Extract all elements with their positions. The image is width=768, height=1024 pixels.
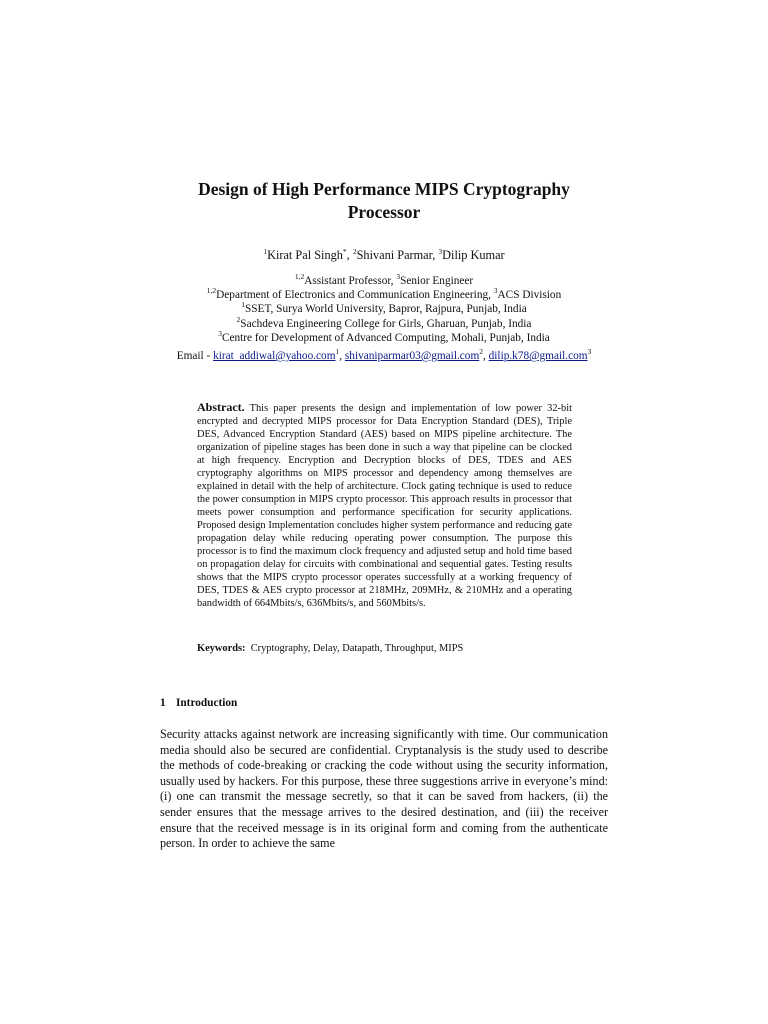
inst3-sup: 3 [218, 329, 222, 339]
affiliations [160, 274, 608, 345]
section-title: Introduction [176, 697, 238, 709]
email-line [160, 349, 608, 363]
dept-text-1: Department of Electronics and Communication Engineering, [216, 289, 494, 302]
keywords-heading: Keywords: [197, 643, 246, 654]
section-heading-introduction [160, 697, 237, 709]
email-link-3[interactable]: dilip.k78@gmail.com [488, 350, 588, 362]
affiliation-departments [160, 288, 608, 302]
dept-sup-1: 1,2 [206, 286, 217, 296]
dept-text-2: ACS Division [497, 289, 562, 302]
abstract-text: This paper presents the design and implementation of low power 32-bit encrypted and decrypted MIPS processor for Data Encryption Standard (DES), Triple DES, Advanced Encryption Standard (AES) based on MIPS pipeline architecture. The organization of pipeline stages has been done in such a way that pipeline can be clocked at high frequency. Encryption and Decryption blocks of DES, TDES and AES cryptography algorithms on MIPS processor and dependency among themselves are explained in detail with the help of architecture. Clock gating technique is used to reduce the power consumption in MIPS crypto processor. This approach results in processor that meets power consumption and performance specification for security applications. Proposed design Implementation concludes higher system performance and reducing gate propagation delay while reducing operating power consumption. The purpose this processor is to find the maximum clock frequency and adjusted setup and hold time based on propagation delay for circuits with combinational and sequential gates. Testing results shows that the MIPS crypto processor operates successfully at a working frequency of DES, TDES & AES crypto processor at 218MHz, 209MHz, & 210MHz and a operating bandwidth of 664Mbits/s, 636Mbits/s, and 560Mbits/s. [197, 403, 572, 609]
author-1-mark: * [342, 246, 347, 256]
roles-text-2: Senior Engineer [400, 275, 474, 287]
email-2-sup: 2 [479, 347, 483, 357]
email-3-sup: 3 [587, 347, 592, 357]
email-label: Email - [176, 350, 214, 362]
roles-sup-1: 1,2 [294, 272, 305, 282]
email-1-sup: 1 [335, 347, 340, 357]
section-number: 1 [160, 697, 166, 709]
dept-sup-2: 3 [493, 286, 498, 296]
introduction-paragraph: Security attacks against network are increasing significantly with time. Our communication media should also be secured are confidential. Cryptanalysis is the study used to describe the methods of code-breaking or cracking the code without using the security information, usually used by hackers. For this purpose, these three suggestions arrive in everyone’s mind: (i) one can transmit the message secretly, so that it can be saved from hackers, (ii) the sender ensures that the message arrives to the desired destination, and (iii) the receiver ensure that the received message is in its original form and coming from the authenticate person. In order to achieve the same [160, 727, 608, 851]
abstract-heading: Abstract. [197, 400, 245, 414]
roles-text-1: Assistant Professor, [304, 275, 397, 287]
paper-title [160, 178, 608, 224]
inst2-sup: 2 [236, 314, 241, 324]
author-2-sup: 2 [352, 246, 357, 256]
affiliation-roles [160, 274, 608, 288]
author-3-name: Dilip Kumar [442, 248, 505, 262]
affiliation-institution-3 [160, 331, 608, 345]
keywords-text: Cryptography, Delay, Datapath, Throughput, MIPS [250, 643, 464, 654]
affiliation-institution-1 [160, 302, 608, 316]
inst1-sup: 1 [241, 300, 245, 310]
email-link-1[interactable]: kirat_addiwal@yahoo.com [213, 350, 336, 362]
email-link-2[interactable]: shivaniparmar03@gmail.com [344, 350, 480, 362]
author-list: $^1$Kirat Pal Singh*, $^2$Shivani Parmar, $^3$Dilip Kumar [263, 246, 505, 262]
email-separator-2: , [482, 350, 489, 362]
author-1-sup: 1 [263, 246, 268, 256]
inst2-text: Sachdeva Engineering College for Girls, Gharuan, Punjab, India [240, 317, 532, 330]
affiliation-institution-2 [160, 314, 608, 331]
author-3-sup: 3 [438, 246, 443, 256]
abstract [197, 401, 572, 610]
inst1-text: SSET, Surya World University, Bapror, Rajpura, Punjab, India [244, 303, 527, 316]
title-line-1: Design of High Performance MIPS Cryptography [198, 179, 570, 199]
keywords [197, 642, 572, 655]
email-separator-1: , [339, 350, 345, 362]
roles-sup-2: 3 [396, 272, 401, 282]
title-line-2: Processor [347, 202, 421, 222]
author-2-name: Shivani Parmar [356, 248, 433, 262]
inst3-text: Centre for Development of Advanced Computing, Mohali, Punjab, India [221, 331, 550, 344]
author-1-name: Kirat Pal Singh [267, 248, 343, 262]
